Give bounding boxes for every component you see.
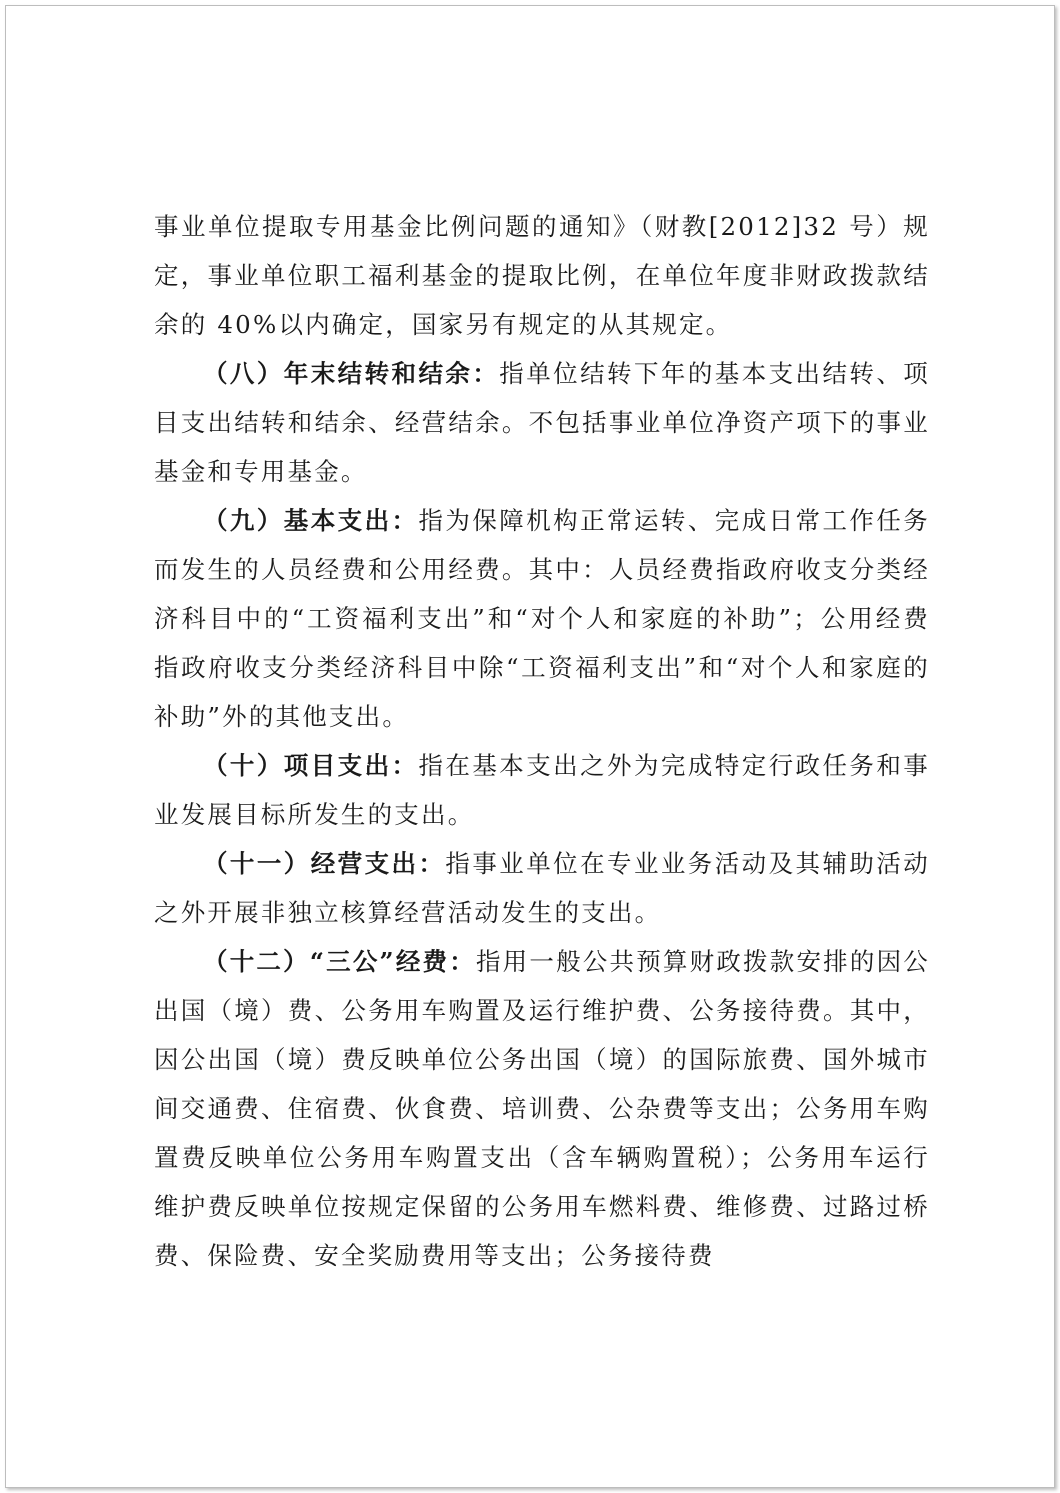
paragraph-term: （八）年末结转和结余： bbox=[203, 359, 500, 388]
paragraph-text: 指事业单位在专业业务活动及其辅助活动之外开展非独立核算经营活动发生的支出。 bbox=[154, 849, 930, 927]
paragraph-term: （十一）经营支出： bbox=[203, 849, 446, 878]
paragraph-project-expenditure bbox=[154, 741, 930, 839]
paragraph-continuation bbox=[154, 202, 930, 349]
paragraph-text: 指用一般公共预算财政拨款安排的因公出国（境）费、公务用车购置及运行维护费、公务接待费。其中，因公出国（境）费反映单位公务出国（境）的国际旅费、国外城市间交通费、住宿费、伙食费、培训费、公杂费等支出；公务用车购置费反映单位公务用车购置支出（含车辆购置税）；公务用车运行维护费反映单位按规定保留的公务用车燃料费、维修费、过路过桥费、保险费、安全奖励费用等支出；公务接待费 bbox=[154, 947, 930, 1270]
paragraph-year-end-balance bbox=[154, 349, 930, 496]
paragraph-text: 指在基本支出之外为完成特定行政任务和事业发展目标所发生的支出。 bbox=[154, 751, 930, 829]
paragraph-three-public-funds bbox=[154, 937, 930, 1280]
document-body bbox=[154, 202, 930, 1280]
paragraph-text: 事业单位提取专用基金比例问题的通知》（财教[2012]32 号）规定，事业单位职工福利基金的提取比例，在单位年度非财政拨款结余的 40%以内确定，国家另有规定的从其规定。 bbox=[154, 212, 930, 339]
paragraph-term: （九）基本支出： bbox=[203, 506, 419, 535]
paragraph-operating-expenditure bbox=[154, 839, 930, 937]
paragraph-text: 指单位结转下年的基本支出结转、项目支出结转和结余、经营结余。不包括事业单位净资产项下的事业基金和专用基金。 bbox=[154, 359, 930, 486]
paragraph-term: （十二）“三公”经费： bbox=[203, 947, 476, 976]
paragraph-basic-expenditure bbox=[154, 496, 930, 741]
paragraph-term: （十）项目支出： bbox=[203, 751, 419, 780]
page-frame bbox=[5, 5, 1055, 1488]
paragraph-text: 指为保障机构正常运转、完成日常工作任务而发生的人员经费和公用经费。其中：人员经费指政府收支分类经济科目中的“工资福利支出”和“对个人和家庭的补助”；公用经费指政府收支分类经济科目中除“工资福利支出”和“对个人和家庭的补助”外的其他支出。 bbox=[154, 506, 930, 731]
